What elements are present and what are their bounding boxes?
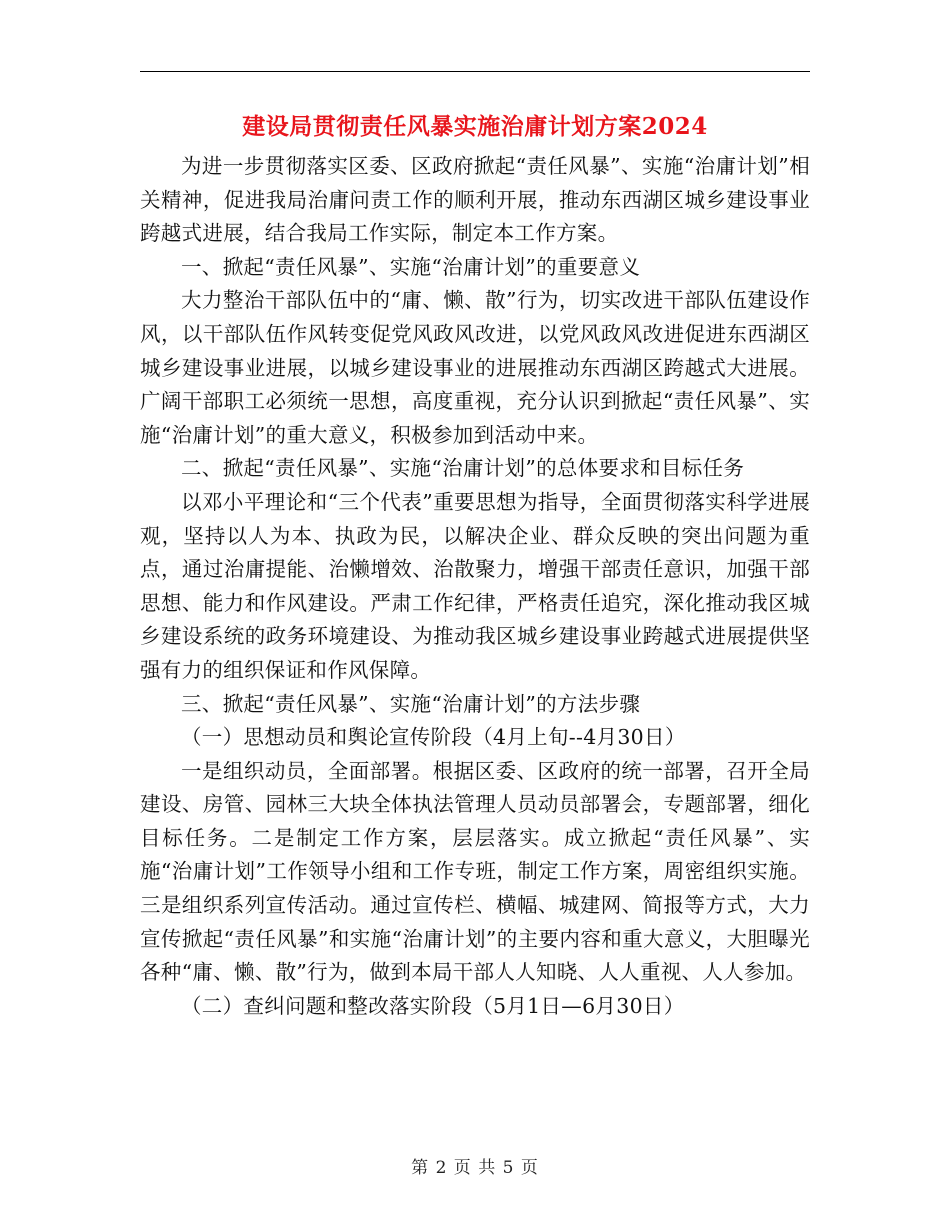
section-heading-2: 二、掀起“责任风暴”、实施“治庸计划”的总体要求和目标任务	[181, 456, 745, 481]
intro-paragraph: 为进一步贯彻落实区委、区政府掀起“责任风暴”、实施“治庸计划”相关精神，促进我局治庸问责工作的顺利开展，推动东西湖区城乡建设事业跨越式进展，结合我局工作实际，制定本工作方案。	[140, 154, 810, 246]
document-title: 建设局贯彻责任风暴实施治庸计划方案2024	[242, 113, 708, 140]
section-2-paragraph: 以邓小平理论和“三个代表”重要思想为指导，全面贯彻落实科学进展观，坚持以人为本、执政为民，以解决企业、群众反映的突出问题为重点，通过治庸提能、治懒增效、治散聚力，增强干部责任意识，加强干部思想、能力和作风建设。严肃工作纪律，严格责任追究，深化推动我区城乡建设系统的政务环境建设、为推动我区城乡建设事业跨越式进展提供坚强有力的组织保证和作风保障。	[140, 489, 810, 682]
page-number: 第 2 页 共 5 页	[411, 1158, 539, 1178]
subsection-1-paragraph: 一是组织动员，全面部署。根据区委、区政府的统一部署，召开全局建设、房管、园林三大块全体执法管理人员动员部署会，专题部署，细化目标任务。二是制定工作方案，层层落实。成立掀起“责任风暴”、实施“治庸计划”工作领导小组和工作专班，制定工作方案，周密组织实施。三是组织系列宣传活动。通过宣传栏、横幅、城建网、简报等方式，大力宣传掀起“责任风暴”和实施“治庸计划”的主要内容和重大意义，大胆曝光各种“庸、懒、散”行为，做到本局干部人人知晓、人人重视、人人参加。	[140, 758, 810, 985]
subsection-heading-1: （一）思想动员和舆论宣传阶段（4月上旬--4月30日）	[181, 725, 686, 750]
section-heading-1: 一、掀起“责任风暴”、实施“治庸计划”的重要意义	[181, 254, 641, 279]
header-rule	[140, 71, 810, 72]
section-1-paragraph: 大力整治干部队伍中的“庸、懒、散”行为，切实改进干部队伍建设作风，以干部队伍作风转变促党风政风改进，以党风政风改进促进东西湖区城乡建设事业进展，以城乡建设事业的进展推动东西湖区跨越式大进展。广阔干部职工必须统一思想，高度重视，充分认识到掀起“责任风暴”、实施“治庸计划”的重大意义，积极参加到活动中来。	[140, 288, 810, 447]
section-heading-3: 三、掀起“责任风暴”、实施“治庸计划”的方法步骤	[181, 691, 641, 716]
document-body	[140, 150, 810, 1023]
subsection-heading-2: （二）查纠问题和整改落实阶段（5月1日—6月30日）	[181, 993, 685, 1018]
